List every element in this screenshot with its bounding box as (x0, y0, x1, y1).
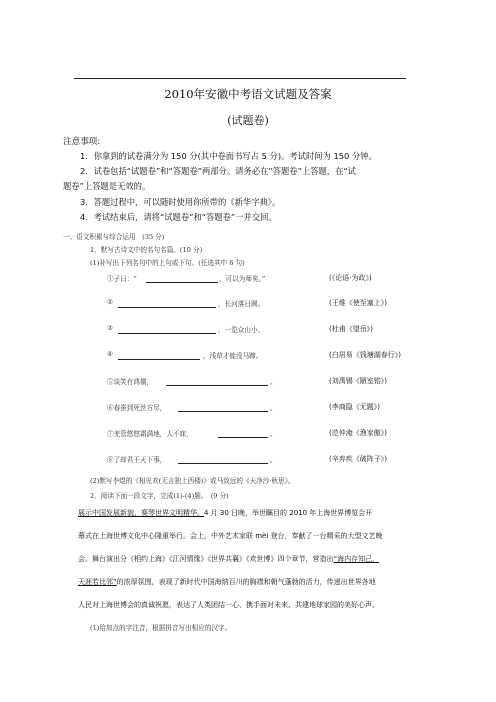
poem-7-blank[interactable] (218, 437, 268, 438)
notice-item-2-cont: 题卷”上答题是无效的。 (63, 181, 151, 191)
poem-3-blank[interactable] (118, 333, 216, 334)
poem-5-post: 。 (270, 378, 277, 386)
poem-6-post: 。 (270, 404, 277, 412)
poem-3-post: ，一览众山小。 (218, 326, 265, 334)
notice-item-3: 3．答题过程中，可以随时使用你所带的《新华字典》。 (80, 197, 281, 207)
question-1-part-2: (2)默写李煜的《相见欢(无言独上西楼)》或马致远的《天净沙·秋思》。 (90, 477, 295, 485)
poem-4-pre: ④ (107, 350, 113, 358)
header-rule (74, 78, 406, 79)
poem-4-source: (白居易《钱塘湖春行》) (329, 351, 401, 359)
poem-6-source: (李商隐《无题》) (329, 403, 380, 411)
question-1-part-1: (1)补写出下列名句中的上句或下句。(任选其中 6 句) (90, 259, 245, 267)
passage-line-2: 幕式在上海世博文化中心隆重举行。会上，中外艺术家联 mèi 登台，奉献了一台精采的大型文艺晚 (78, 532, 383, 540)
poem-5-source: (刘禹锡《陋室铭》) (329, 377, 387, 385)
poem-4-post: ，浅草才能没马蹄。 (203, 352, 263, 360)
poem-1-post: ，可以为师矣。” (219, 275, 266, 283)
question-1: 1．默写古诗文中的名句名篇。(10 分) (90, 246, 203, 254)
poem-7-post: 。 (270, 430, 277, 438)
poem-1-pre: ①子曰：“ (107, 275, 137, 283)
passage-line-5: 人民对上海世博会的真诚祝愿，表达了人类团结一心、携手面对未来、共建地球家园的美好心声。 (78, 601, 379, 609)
passage-line-1 (78, 508, 372, 518)
passage-line-4-rest: 的浓厚氛围，表现了新时代中国海纳百川的胸襟和朝气蓬勃的活力，传递出世界各地 (116, 578, 376, 586)
notice-item-1: 1．你拿到的试卷满分为 150 分(其中卷面书写占 5 分)。考试时间为 150 分钟。 (80, 151, 377, 161)
poem-6-pre: ⑥春蚕到死丝方尽， (107, 404, 167, 412)
passage-underlined-quote-end: 天涯若比邻” (78, 578, 117, 586)
poem-5-pre: ⑤谈笑有鸿儒， (107, 378, 154, 386)
poem-8-blank[interactable] (178, 463, 268, 464)
poem-8-pre: ⑧了却君王天下事， (107, 456, 167, 464)
poem-8-post: 。 (270, 456, 277, 464)
passage-line-1-rest: 4 月 30 日晚，举世瞩目的 2010 年上海世界博览会开 (204, 509, 373, 517)
section-heading: 一、语文积累与综合运用 (35 分) (63, 233, 165, 241)
poem-3-pre: ③ (107, 324, 113, 332)
document-subtitle: (试题卷) (227, 114, 269, 127)
poem-2-blank[interactable] (118, 307, 216, 308)
poem-1-blank[interactable] (146, 282, 218, 283)
poem-4-blank[interactable] (118, 359, 200, 360)
question-2: 2．阅读下面一段文字，完成(1)-(4)题。 (9 分) (90, 492, 229, 500)
poem-3-source: (杜甫《望岳》) (329, 325, 373, 333)
poem-2-source: (王维《使至塞上》) (329, 299, 387, 307)
passage-line-3-text: 会。舞台演出分《相约上海》《江河情缘》《世界共襄》《欢世博》四个章节，营造出 (78, 555, 334, 563)
document-title: 2010年安徽中考语文试题及答案 (164, 87, 332, 101)
poem-5-blank[interactable] (166, 385, 268, 386)
passage-underlined-phrase: 展示中国发展新貌，赛琴世界文明精华。 (78, 509, 204, 517)
passage-line-4 (78, 577, 376, 587)
notice-heading: 注意事项: (63, 137, 101, 147)
poem-6-blank[interactable] (178, 411, 268, 412)
poem-2-post: ，长河落日圆。 (218, 300, 265, 308)
poem-7-pre: ⑦羌管悠悠霜满地，人不寐， (107, 430, 193, 438)
poem-8-source: (辛弃疾《破阵子》) (329, 455, 387, 463)
question-2-part-1: (1)给加点的字注音，根据拼音写出相应的汉字。 (90, 624, 232, 632)
notice-item-4: 4．考试结束后，请将“试题卷”和“答题卷”一并交回。 (80, 212, 277, 222)
notice-item-2: 2．试卷包括“试题卷”和“答题卷”两部分。请务必在“答题卷”上答题，在“试 (80, 166, 356, 176)
poem-1-source: (《论语·为政》) (329, 274, 372, 282)
passage-line-3 (78, 554, 379, 564)
poem-7-source: (范仲淹《渔家傲》) (329, 429, 387, 437)
passage-underlined-quote-start: “海内存知己， (333, 555, 380, 563)
poem-2-pre: ② (107, 298, 113, 306)
